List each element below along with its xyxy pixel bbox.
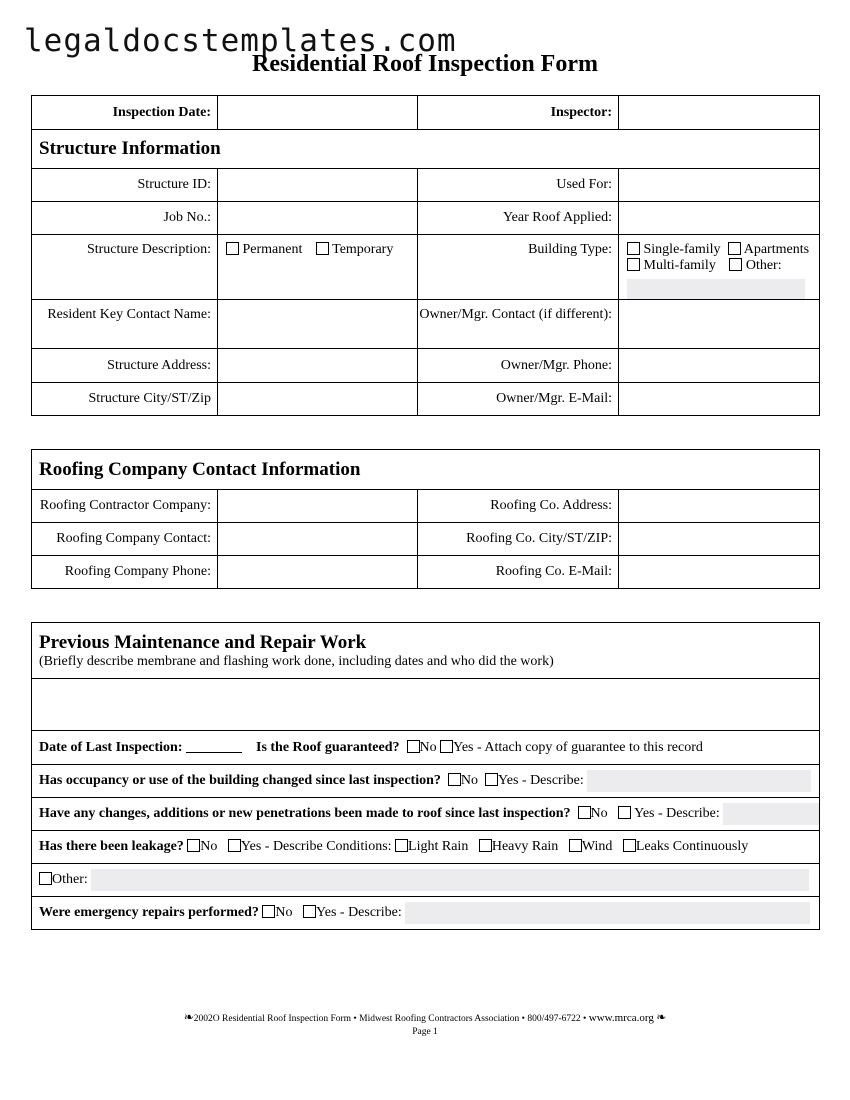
- changes-yes-checkbox[interactable]: [618, 806, 631, 819]
- wind-checkbox[interactable]: [569, 839, 582, 852]
- roofing-phone-field[interactable]: [218, 556, 418, 589]
- occupancy-yes-checkbox[interactable]: [485, 773, 498, 786]
- leaks-continuously-checkbox[interactable]: [623, 839, 636, 852]
- last-inspection-label: Date of Last Inspection:: [39, 740, 183, 755]
- structure-city-field[interactable]: [218, 383, 418, 416]
- changes-row: Have any changes, additions or new penetrations been made to roof since last inspection? No Yes - Describe:: [32, 798, 820, 831]
- single-family-option[interactable]: Single-family: [627, 242, 721, 258]
- roofing-email-label: Roofing Co. E-Mail:: [418, 556, 619, 589]
- guaranteed-yes-checkbox[interactable]: [440, 740, 453, 753]
- inspector-field[interactable]: [619, 96, 820, 130]
- roofing-section-title: Roofing Company Contact Information: [39, 458, 361, 480]
- structure-city-label: Structure City/ST/Zip: [32, 383, 218, 416]
- changes-label: Have any changes, additions or new penetrations been made to roof since last inspection?: [39, 806, 571, 822]
- single-family-checkbox[interactable]: [627, 242, 640, 255]
- guaranteed-label: Is the Roof guaranteed?: [256, 740, 400, 755]
- footer-text: 2002O Residential Roof Inspection Form • Midwest Roofing Contractors Association • 800/497-6722 •: [193, 1014, 587, 1024]
- multi-family-checkbox[interactable]: [627, 258, 640, 271]
- year-roof-applied-label: Year Roof Applied:: [418, 202, 619, 235]
- leakage-no-checkbox[interactable]: [187, 839, 200, 852]
- changes-no-checkbox[interactable]: [578, 806, 591, 819]
- occupancy-row: Has occupancy or use of the building changed since last inspection? No Yes - Describe:: [32, 765, 820, 798]
- job-no-label: Job No.:: [32, 202, 218, 235]
- last-inspection-row: Date of Last Inspection: Is the Roof guaranteed? No Yes - Attach copy of guarantee to this record: [32, 731, 820, 765]
- structure-address-label: Structure Address:: [32, 349, 218, 383]
- permanent-checkbox[interactable]: [226, 242, 239, 255]
- maintenance-table: [31, 622, 820, 930]
- emergency-no-checkbox[interactable]: [262, 905, 275, 918]
- roofing-contractor-field[interactable]: [218, 490, 418, 523]
- watermark: legaldocstemplates.com: [24, 23, 457, 59]
- changes-describe-field[interactable]: [723, 803, 819, 825]
- roofing-phone-label: Roofing Company Phone:: [32, 556, 218, 589]
- leakage-yes-checkbox[interactable]: [228, 839, 241, 852]
- maintenance-section-title: Previous Maintenance and Repair Work: [39, 631, 367, 653]
- used-for-field[interactable]: [619, 169, 820, 202]
- inspection-date-label: Inspection Date:: [32, 96, 218, 130]
- roofing-company-table: [31, 449, 820, 589]
- multi-family-option[interactable]: Multi-family: [627, 258, 716, 274]
- owner-email-field[interactable]: [619, 383, 820, 416]
- resident-contact-label: Resident Key Contact Name:: [32, 300, 218, 349]
- other-building-checkbox[interactable]: [729, 258, 742, 271]
- structure-id-field[interactable]: [218, 169, 418, 202]
- roofing-address-field[interactable]: [619, 490, 820, 523]
- guaranteed-no-checkbox[interactable]: [407, 740, 420, 753]
- other-conditions-row: [32, 864, 820, 897]
- permanent-option[interactable]: Permanent: [226, 242, 302, 258]
- roofing-contact-label: Roofing Company Contact:: [32, 523, 218, 556]
- maintenance-section-subtitle: (Briefly describe membrane and flashing work done, including dates and who did the work): [39, 653, 554, 669]
- inspection-date-field[interactable]: [218, 96, 418, 130]
- structure-section-header: [32, 130, 820, 169]
- year-roof-applied-field[interactable]: [619, 202, 820, 235]
- roofing-contact-field[interactable]: [218, 523, 418, 556]
- used-for-label: Used For:: [418, 169, 619, 202]
- structure-section-title: Structure Information: [39, 138, 221, 159]
- other-conditions-checkbox[interactable]: [39, 872, 52, 885]
- emergency-yes-checkbox[interactable]: [303, 905, 316, 918]
- apartments-option[interactable]: Apartments: [728, 242, 809, 258]
- occupancy-no-checkbox[interactable]: [448, 773, 461, 786]
- inspector-label: Inspector:: [418, 96, 619, 130]
- building-type-options: [619, 235, 820, 300]
- other-conditions-label: Other:: [52, 872, 88, 888]
- other-building-option[interactable]: Other:: [729, 258, 781, 274]
- emergency-label: Were emergency repairs performed?: [39, 905, 259, 921]
- inspection-header-table: [31, 95, 820, 416]
- occupancy-label: Has occupancy or use of the building changed since last inspection?: [39, 773, 441, 789]
- structure-description-label: Structure Description:: [32, 235, 218, 300]
- owner-email-label: Owner/Mgr. E-Mail:: [418, 383, 619, 416]
- owner-phone-field[interactable]: [619, 349, 820, 383]
- page-title: Residential Roof Inspection Form: [252, 51, 598, 77]
- job-no-field[interactable]: [218, 202, 418, 235]
- last-inspection-date-field[interactable]: [186, 739, 242, 753]
- heavy-rain-checkbox[interactable]: [479, 839, 492, 852]
- building-type-label: Building Type:: [418, 235, 619, 300]
- mrca-logo-icon: ❧: [183, 1010, 194, 1024]
- roofing-city-label: Roofing Co. City/ST/ZIP:: [418, 523, 619, 556]
- other-conditions-field[interactable]: [91, 869, 809, 891]
- emergency-describe-field[interactable]: [405, 902, 810, 924]
- temporary-checkbox[interactable]: [316, 242, 329, 255]
- owner-contact-field[interactable]: [619, 300, 820, 349]
- roofing-email-field[interactable]: [619, 556, 820, 589]
- maintenance-section-header: [32, 623, 820, 679]
- page-number: Page 1: [412, 1026, 438, 1037]
- roofing-contractor-label: Roofing Contractor Company:: [32, 490, 218, 523]
- roofing-address-label: Roofing Co. Address:: [418, 490, 619, 523]
- temporary-option[interactable]: Temporary: [316, 242, 393, 258]
- footer-url[interactable]: www.mrca.org: [588, 1012, 654, 1024]
- footer: [0, 1010, 850, 1038]
- emergency-row: Were emergency repairs performed? No Yes - Describe:: [32, 897, 820, 930]
- maintenance-description-field[interactable]: [32, 679, 820, 731]
- structure-description-options: [218, 235, 418, 300]
- occupancy-describe-field[interactable]: [587, 770, 811, 792]
- resident-contact-field[interactable]: [218, 300, 418, 349]
- roofing-city-field[interactable]: [619, 523, 820, 556]
- apartments-checkbox[interactable]: [728, 242, 741, 255]
- roofing-section-header: [32, 450, 820, 490]
- owner-phone-label: Owner/Mgr. Phone:: [418, 349, 619, 383]
- mrca-logo-icon-right: ❧: [656, 1010, 667, 1024]
- leakage-label: Has there been leakage?: [39, 839, 184, 854]
- owner-contact-label: Owner/Mgr. Contact (if different):: [418, 300, 619, 349]
- structure-address-field[interactable]: [218, 349, 418, 383]
- leakage-row: Has there been leakage? No Yes - Describe Conditions: Light Rain Heavy Rain Wind Leaks Continuously: [32, 831, 820, 864]
- light-rain-checkbox[interactable]: [395, 839, 408, 852]
- structure-id-label: Structure ID:: [32, 169, 218, 202]
- other-building-field[interactable]: [627, 279, 805, 299]
